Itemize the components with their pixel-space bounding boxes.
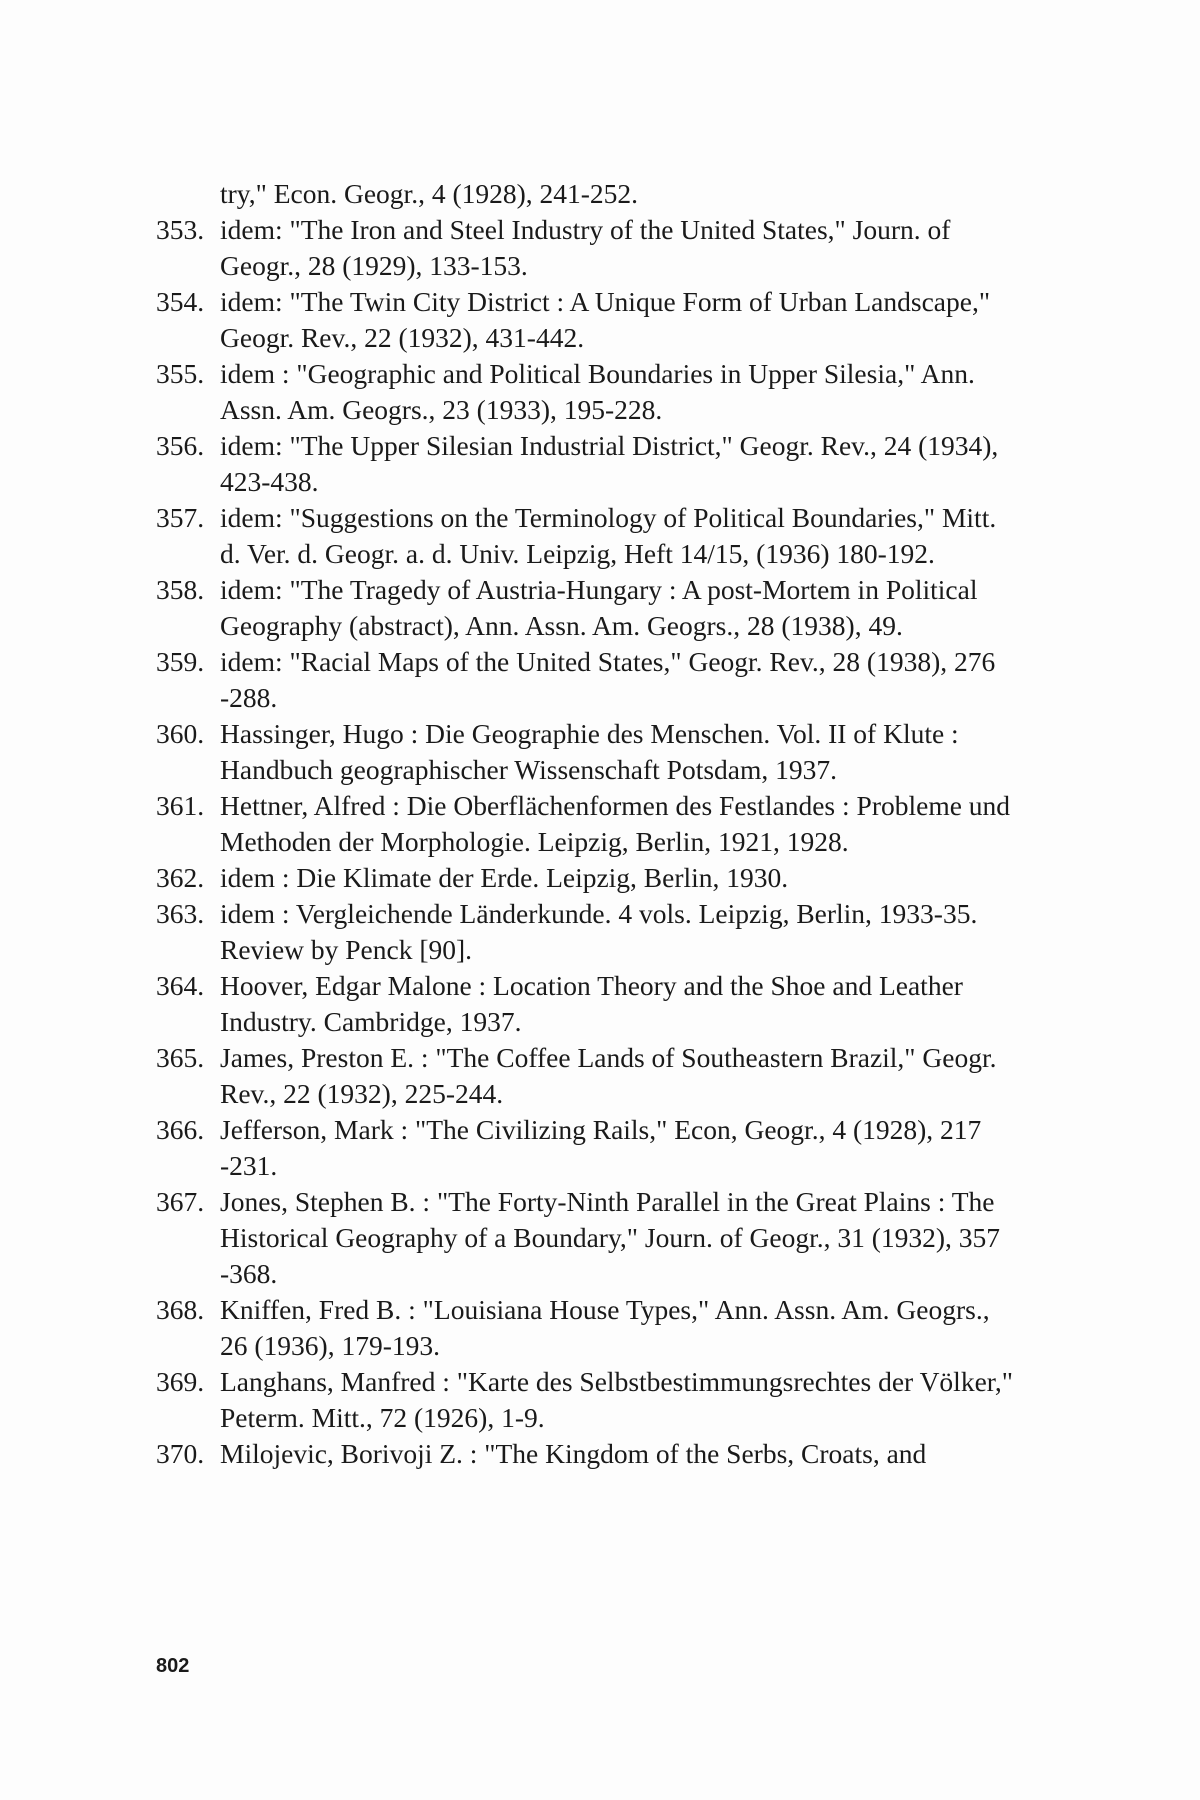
reference-entry bbox=[156, 1364, 1016, 1436]
page-number: 802 bbox=[156, 1655, 190, 1677]
reference-text: Kniffen, Fred B. : "Louisiana House Types," Ann. Assn. Am. Geogrs., 26 (1936), 179-193. bbox=[220, 1294, 990, 1361]
reference-text: Hassinger, Hugo : Die Geographie des Menschen. Vol. II of Klute : Handbuch geographischer Wissenschaft Potsdam, 1937. bbox=[220, 718, 959, 785]
reference-text: James, Preston E. : "The Coffee Lands of Southeastern Brazil," Geogr. Rev., 22 (1932), 225-244. bbox=[220, 1042, 997, 1109]
reference-entry bbox=[156, 284, 1016, 356]
reference-entry bbox=[156, 1112, 1016, 1184]
reference-number: 364. bbox=[156, 970, 205, 1001]
reference-text: Hettner, Alfred : Die Oberflächenformen des Festlandes : Probleme und Methoden der Morphologie. Leipzig, Berlin, 1921, 1928. bbox=[220, 790, 1011, 857]
reference-number: 354. bbox=[156, 286, 205, 317]
reference-list bbox=[156, 176, 1016, 1472]
reference-text: idem: "Racial Maps of the United States," Geogr. Rev., 28 (1938), 276 -288. bbox=[220, 646, 996, 713]
reference-text: Langhans, Manfred : "Karte des Selbstbestimmungsrechtes der Völker," Peterm. Mitt., 72 (1926), 1-9. bbox=[220, 1366, 1013, 1433]
reference-entry bbox=[156, 644, 1016, 716]
reference-entry bbox=[156, 1040, 1016, 1112]
reference-number: 369. bbox=[156, 1366, 205, 1397]
reference-text: idem: "The Iron and Steel Industry of the United States," Journ. of Geogr., 28 (1929), 133-153. bbox=[220, 214, 951, 281]
reference-entry bbox=[156, 428, 1016, 500]
reference-entry bbox=[156, 572, 1016, 644]
reference-number: 353. bbox=[156, 214, 205, 245]
reference-number: 362. bbox=[156, 862, 205, 893]
reference-number: 365. bbox=[156, 1042, 205, 1073]
reference-number: 366. bbox=[156, 1114, 205, 1145]
reference-number: 368. bbox=[156, 1294, 205, 1325]
reference-text: try," Econ. Geogr., 4 (1928), 241-252. bbox=[220, 178, 639, 209]
reference-number: 367. bbox=[156, 1186, 205, 1217]
reference-text: Jones, Stephen B. : "The Forty-Ninth Parallel in the Great Plains : The Historical Geography of a Boundary," Journ. of Geogr., 31 (1932), 357 -368. bbox=[220, 1186, 1001, 1289]
reference-entry bbox=[156, 1292, 1016, 1364]
reference-entry bbox=[156, 500, 1016, 572]
reference-number: 357. bbox=[156, 502, 205, 533]
reference-text: Jefferson, Mark : "The Civilizing Rails," Econ, Geogr., 4 (1928), 217 -231. bbox=[220, 1114, 982, 1181]
reference-number: 356. bbox=[156, 430, 205, 461]
reference-number: 370. bbox=[156, 1438, 205, 1469]
reference-entry bbox=[156, 356, 1016, 428]
reference-entry bbox=[156, 1184, 1016, 1292]
reference-text: idem : Die Klimate der Erde. Leipzig, Berlin, 1930. bbox=[220, 862, 789, 893]
reference-text: idem : Vergleichende Länderkunde. 4 vols. Leipzig, Berlin, 1933-35. Review by Penck [90]. bbox=[220, 898, 978, 965]
reference-entry bbox=[156, 896, 1016, 968]
reference-entry bbox=[156, 716, 1016, 788]
reference-text: idem: "Suggestions on the Terminology of Political Boundaries," Mitt. d. Ver. d. Geogr. a. d. Univ. Leipzig, Heft 14/15, (1936) 180-192. bbox=[220, 502, 997, 569]
reference-number: 361. bbox=[156, 790, 205, 821]
reference-text: idem: "The Twin City District : A Unique Form of Urban Landscape," Geogr. Rev., 22 (1932), 431-442. bbox=[220, 286, 991, 353]
reference-entry bbox=[156, 788, 1016, 860]
reference-number: 359. bbox=[156, 646, 205, 677]
reference-number: 358. bbox=[156, 574, 205, 605]
reference-text: Milojevic, Borivoji Z. : "The Kingdom of the Serbs, Croats, and bbox=[220, 1438, 927, 1469]
reference-number: 355. bbox=[156, 358, 205, 389]
reference-number: 363. bbox=[156, 898, 205, 929]
reference-entry bbox=[156, 1436, 1016, 1472]
reference-entry bbox=[156, 968, 1016, 1040]
reference-entry bbox=[156, 176, 1016, 212]
reference-number: 360. bbox=[156, 718, 205, 749]
reference-text: idem : "Geographic and Political Boundaries in Upper Silesia," Ann. Assn. Am. Geogrs., 23 (1933), 195-228. bbox=[220, 358, 975, 425]
reference-text: Hoover, Edgar Malone : Location Theory and the Shoe and Leather Industry. Cambridge, 1937. bbox=[220, 970, 963, 1037]
reference-text: idem: "The Upper Silesian Industrial District," Geogr. Rev., 24 (1934), 423-438. bbox=[220, 430, 999, 497]
reference-entry bbox=[156, 212, 1016, 284]
reference-text: idem: "The Tragedy of Austria-Hungary : A post-Mortem in Political Geography (abstract), Ann. Assn. Am. Geogrs., 28 (1938), 49. bbox=[220, 574, 978, 641]
reference-entry bbox=[156, 860, 1016, 896]
